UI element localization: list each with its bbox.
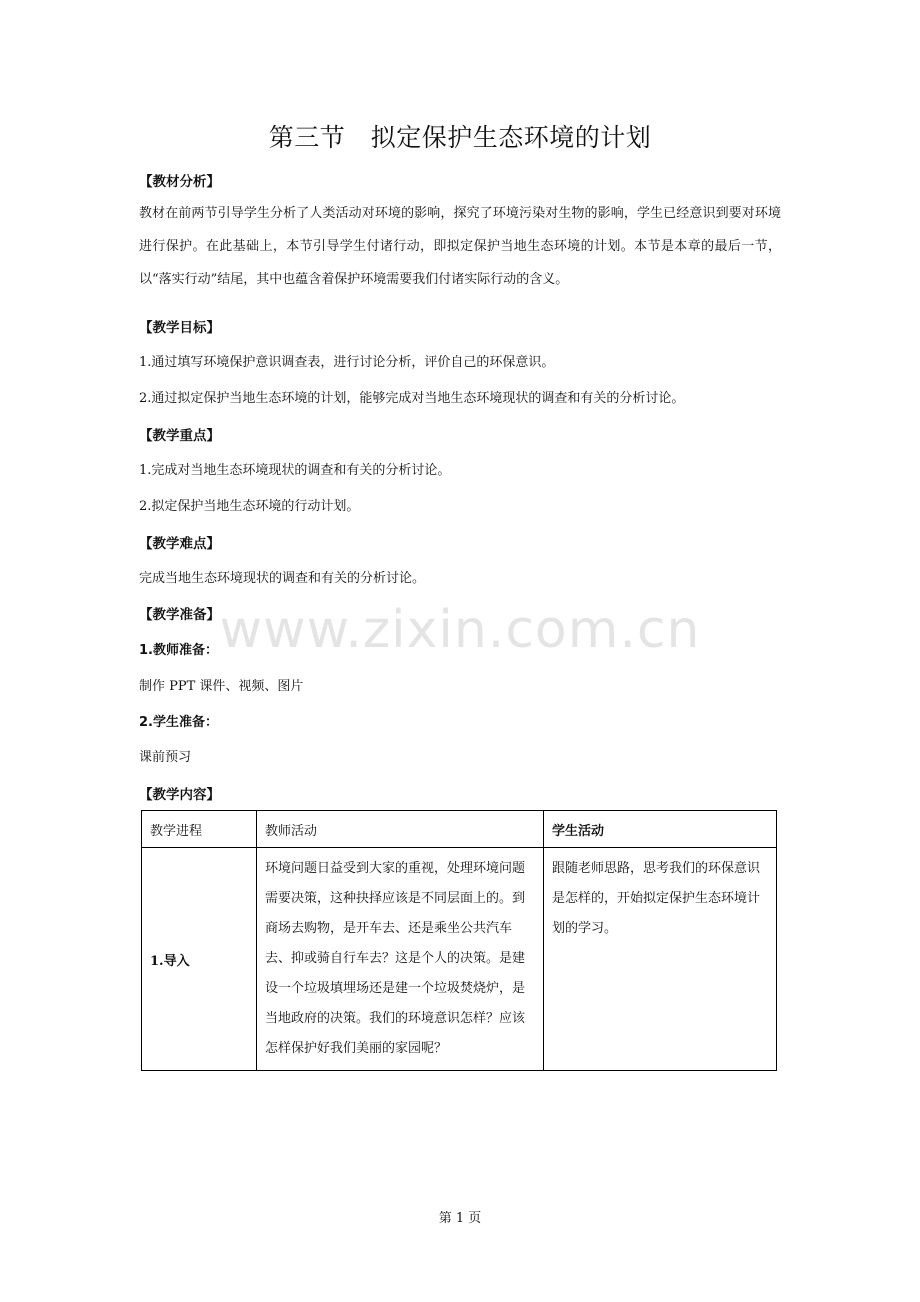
student-activity-cell: 跟随老师思路，思考我们的环保意识是怎样的，开始拟定保护生态环境计划的学习。 (544, 848, 777, 1071)
student-prep-text: 课前预习 (139, 750, 192, 765)
goal-item-2: 2.通过拟定保护当地生态环境的计划，能够完成对当地生态环境现状的调查和有关的分析讨论。 (139, 391, 685, 406)
teacher-prep-label: 1.教师准备： (139, 643, 218, 658)
section-heading-goals: 【教学目标】 (139, 320, 220, 336)
section-heading-difficulties: 【教学难点】 (139, 536, 220, 552)
analysis-paragraph: 教材在前两节引导学生分析了人类活动对环境的影响，探究了环境污染对生物的影响，学生已经意识到要对环境进行保护。在此基础上，本节引导学生付诸行动，即拟定保护当地生态环境的计划。本节是本章的最后一节，以“落实行动”结尾，其中也蕴含着保护环境需要我们付诸实际行动的含义。 (139, 206, 781, 287)
difficulties-text: 完成当地生态环境现状的调查和有关的分析讨论。 (139, 571, 426, 586)
teacher-prep-text: 制作 PPT 课件、视频、图片 (139, 679, 304, 694)
page-number: 第 1 页 (438, 1211, 482, 1226)
table-header-row (142, 811, 777, 848)
header-cell-student: 学生活动 (544, 811, 777, 848)
page-title: 第三节 拟定保护生态环境的计划 (268, 123, 652, 152)
stage-cell: 1.导入 (142, 848, 257, 1071)
watermark: www.zixin.com.cn (219, 600, 701, 660)
section-heading-analysis: 【教材分析】 (139, 174, 220, 190)
table-row (142, 848, 777, 1071)
header-cell-teacher: 教师活动 (257, 811, 544, 848)
key-point-item-2: 2.拟定保护当地生态环境的行动计划。 (139, 499, 360, 514)
goal-item-1: 1.通过填写环境保护意识调查表，进行讨论分析，评价自己的环保意识。 (139, 355, 555, 370)
section-heading-key-points: 【教学重点】 (139, 428, 220, 444)
teacher-activity-cell: 环境问题日益受到大家的重视，处理环境问题需要决策，这种抉择应该是不同层面上的。到商场去购物，是开车去、还是乘坐公共汽车去、抑或骑自行车去？这是个人的决策。是建设一个垃圾填埋场还是建一个垃圾焚烧炉，是当地政府的决策。我们的环境意识怎样？应该怎样保护好我们美丽的家园呢？ (257, 848, 544, 1071)
section-heading-preparation: 【教学准备】 (139, 607, 220, 623)
key-point-item-1: 1.完成对当地生态环境现状的调查和有关的分析讨论。 (139, 463, 451, 478)
student-prep-label: 2.学生准备： (139, 715, 218, 730)
section-heading-content: 【教学内容】 (139, 787, 220, 803)
header-cell-stage: 教学进程 (142, 811, 257, 848)
lesson-content-table (141, 810, 777, 1071)
